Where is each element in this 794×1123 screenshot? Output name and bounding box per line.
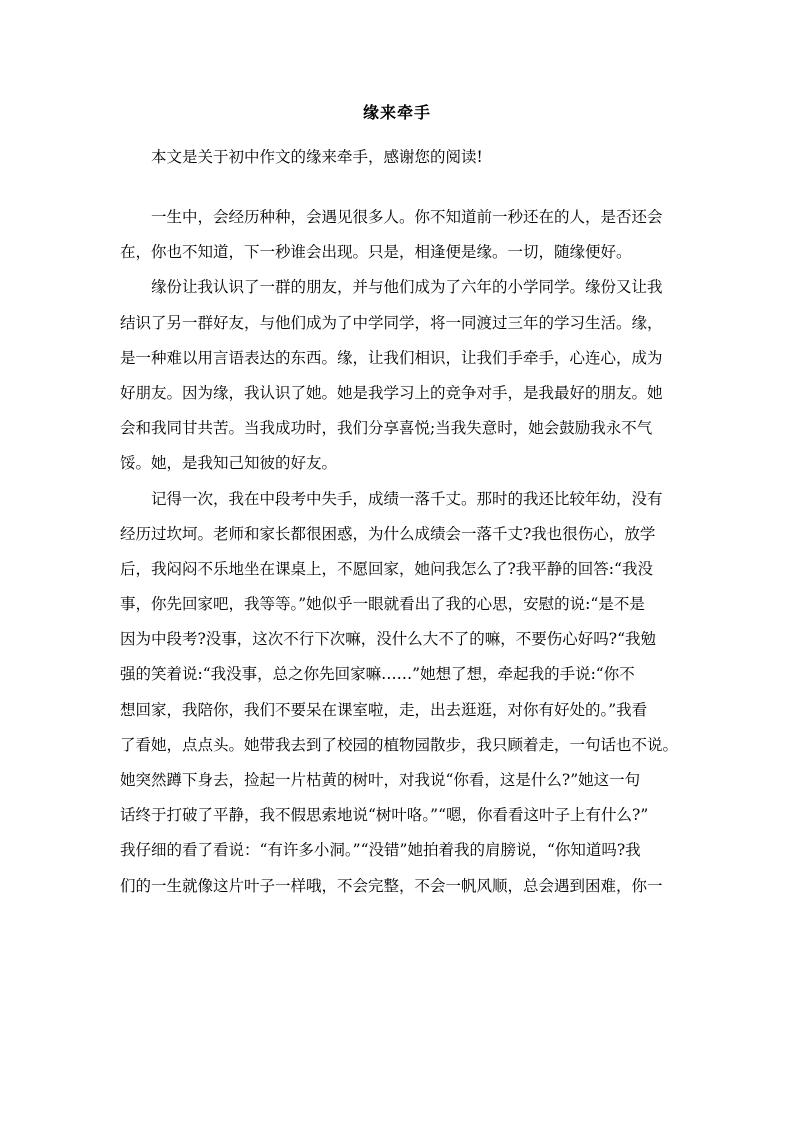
paragraph-line: 强的笑着说:“我没事，总之你先回家嘛……”她想了想，牵起我的手说:“你不 [120, 665, 635, 684]
paragraph-line: 她突然蹲下身去，捡起一片枯黄的树叶，对我说“你看，这是什么?”她这一句 [120, 771, 641, 789]
paragraph-line: 缘份让我认识了一群的朋友，并与他们成为了六年的小学同学。缘份又让我 [151, 278, 663, 297]
article-body [120, 200, 680, 904]
paragraph-line: 一生中，会经历种种，会遇见很多人。你不知道前一秒还在的人，是否还会 [151, 208, 663, 226]
paragraph-line: 事，你先回家吧，我等等。”她似乎一眼就看出了我的心思，安慰的说:“是不是 [120, 595, 645, 614]
paragraph-1 [120, 200, 680, 270]
paragraph-line: 们的一生就像这片叶子一样哦，不会完整，不会一帆风顺，总会遇到困难，你一 [120, 876, 663, 895]
paragraph-line: 在，你也不知道，下一秒谁会出现。只是，相逢便是缘。一切，随缘便好。 [120, 243, 632, 262]
paragraph-line: 记得一次，我在中段考中失手，成绩一落千丈。那时的我还比较年幼，没有 [151, 489, 663, 508]
paragraph-line: 后，我闷闷不乐地坐在课桌上，不愿回家，她问我怎么了?我平静的回答:“我没 [120, 559, 653, 578]
paragraph-line: 想回家，我陪你，我们不要呆在课室啦，走，出去逛逛，对你有好处的。”我看 [120, 700, 648, 719]
document-title: 缘来牵手 [362, 103, 431, 122]
paragraph-line: 话终于打破了平静，我不假思索地说“树叶咯。”“嗯，你看看这叶子上有什么?” [120, 806, 649, 825]
paragraph-2 [120, 270, 680, 481]
paragraph-3 [120, 482, 680, 904]
paragraph-line: 因为中段考?没事，这次不行下次嘛，没什么大不了的嘛，不要伤心好吗?“我勉 [120, 630, 657, 649]
paragraph-line: 经历过坎坷。老师和家长都很困惑，为什么成绩会一落千丈?我也很伤心，放学 [120, 524, 656, 543]
paragraph-line: 好朋友。因为缘，我认识了她。她是我学习上的竞争对手，是我最好的朋友。她 [120, 383, 663, 402]
paragraph-line: 是一种难以用言语表达的东西。缘，让我们相识，让我们手牵手，心连心，成为 [120, 348, 663, 367]
paragraph-line: 结识了另一群好友，与他们成为了中学同学，将一同渡过三年的学习生活。缘， [120, 313, 663, 332]
paragraph-line: 我仔细的看了看说：“有许多小洞。”“没错”她拍着我的肩膀说，“你知道吗?我 [120, 841, 641, 860]
paragraph-line: 了看她，点点头。她带我去到了校园的植物园散步，我只顾着走，一句话也不说。 [120, 735, 679, 754]
paragraph-line: 会和我同甘共苦。当我成功时，我们分享喜悦;当我失意时，她会鼓励我永不气 [120, 419, 653, 438]
intro-line: 本文是关于初中作文的缘来牵手，感谢您的阅读! [151, 148, 483, 166]
paragraph-line: 馁。她，是我知己知彼的好友。 [120, 454, 338, 473]
